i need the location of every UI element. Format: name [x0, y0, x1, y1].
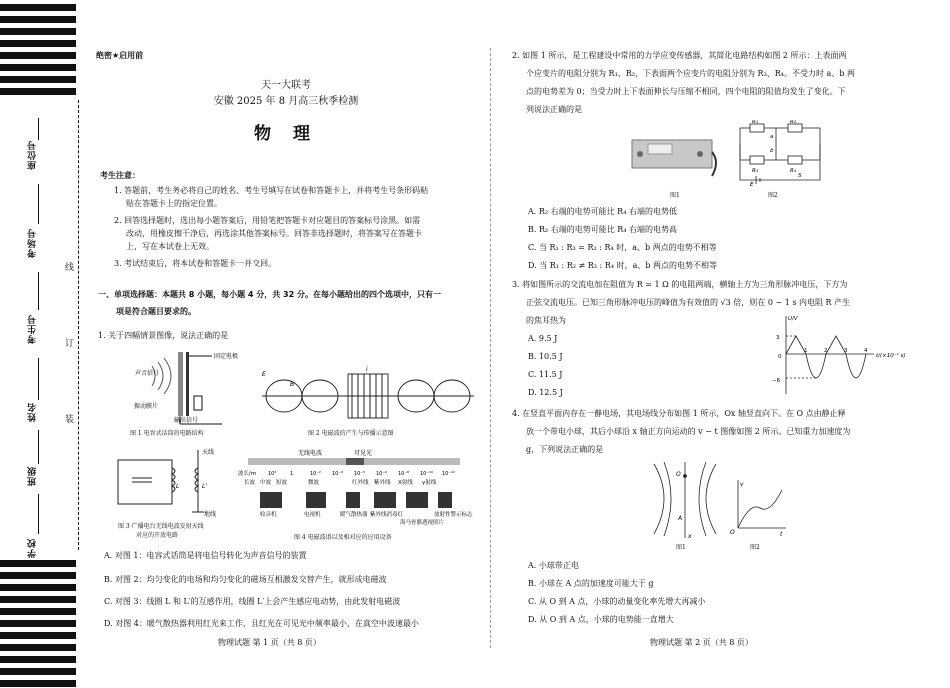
q3-x-tick: 3 [844, 348, 848, 354]
vt-graph [730, 476, 790, 536]
fig4-device: 电视机 [304, 512, 321, 518]
fig4-device: 紫外线消毒灯 [370, 512, 404, 518]
r1-label: R₁ [752, 120, 759, 125]
q2-stem-line: 2. 如图 1 所示，是工程建设中常用的力学应变传感器，其简化电路结构如图 2 所示：上表面两 [512, 51, 847, 60]
binding-mark-zhuang: 装 [63, 414, 73, 423]
fig4-tick: 1 [290, 471, 294, 477]
q1-option-d: D. 对图 4：暖气散热器利用红光来工作，且红光在可见光中频率最小，在真空中波速最小 [104, 619, 419, 628]
footer-right: 物理试题 第 2 页（共 8 页） [650, 638, 753, 647]
fig4-tick: 10⁻³ [332, 471, 344, 477]
q3-stem-line: 正弦交流电压。已知三角形脉冲电压的峰值为有效值的 √3 倍，则在 0 ~ 1 s 内电阻 R 产生 [526, 298, 851, 307]
q3-stem-line: 3. 将如图所示的交流电加在阻值为 R = 1 Ω 的电阻两端，横轴上方为三角形脉冲电压，下方为 [512, 280, 848, 289]
q2-fig2-caption: 图2 [768, 192, 778, 199]
notice-item: 上，写在本试卷上无效。 [126, 242, 214, 251]
q4-option-a: A. 小球带正电 [528, 561, 579, 570]
q4-v-label: v [740, 481, 744, 488]
secret-mark: 绝密★启用前 [96, 51, 144, 60]
fig1-caption: 图 1 电容式话筒的电路结构 [130, 430, 204, 437]
fig4-tick: 10⁻¹⁰ [420, 471, 434, 477]
q3-option-d: D. 12.5 J [528, 388, 563, 397]
r3-label: R₃ [752, 168, 759, 174]
fig4-visible-label: 可见光 [354, 450, 373, 457]
fig4-band: X射线 [398, 480, 413, 486]
fig4-band: 短波 [276, 480, 288, 486]
fig1-output-label: 输出信号 [174, 417, 199, 424]
q2-option-a: A. R₂ 右端的电势可能比 R₄ 右端的电势低 [528, 207, 677, 216]
fig4-band: γ射线 [422, 480, 437, 486]
q3-xlabel: t/(×10⁻¹ s) [876, 353, 906, 359]
fig1-plate-label: 固定电极 [214, 353, 239, 360]
fig3-caption-cont: 对应的开放电路 [136, 532, 179, 539]
fig4-tick: 10⁻⁶ [376, 471, 388, 477]
q4-x-label: x [688, 533, 692, 540]
q2-stem-line: 点的电势差为 0；当受力时上下表面伸长与压缩不相同，四个电阻的阻值均发生了变化。下 [526, 87, 846, 96]
q3-stem-line: 的焦耳热为 [526, 316, 566, 325]
q3-option-a: A. 9.5 J [528, 334, 558, 343]
fig3-l-label: L [176, 483, 180, 490]
q2-option-c: C. 当 R₁ : R₃ = R₂ : R₄ 时，a、b 两点的电势不相等 [528, 243, 717, 252]
sensor-photo [626, 122, 724, 188]
e-label: E [750, 182, 754, 188]
fig4-tick: 10⁻² [310, 471, 322, 477]
fig2-b-label: B [290, 381, 295, 388]
fig4-device: 收音机 [260, 512, 277, 518]
notice-item: 2. 回答选择题时，选出每小题答案后，用铅笔把答题卡对应题目的答案标号涂黑。如需 [114, 216, 421, 225]
q3-option-c: C. 11.5 J [528, 370, 563, 379]
fig4-radio-label: 无线电波 [298, 450, 323, 457]
q1-option-a: A. 对图 1：电容式话筒是将电信号转化为声音信号的装置 [104, 551, 307, 560]
fig4-band: 红外线 [352, 480, 369, 486]
section-title-cont: 项是符合题目要求的。 [116, 307, 196, 316]
b-label: b [770, 148, 774, 154]
q3-option-b: B. 10.5 J [528, 352, 563, 361]
q3-x-tick: 4 [864, 348, 868, 354]
binding-mark-ding: 订 [63, 338, 73, 347]
bridge-circuit [736, 120, 826, 188]
notice-item: 1. 答题前，考生务必将自己的姓名、考生号填写在试卷和答题卡上，并将考生号条形码粘 [114, 186, 429, 195]
footer-left: 物理试题 第 1 页（共 8 页） [218, 638, 321, 647]
q4-option-c: C. 从 O 到 A 点，小球的动量变化率先增大再减小 [528, 597, 706, 606]
q2-stem-line: 列说法正确的是 [526, 105, 582, 114]
fig4-band: 紫外线 [374, 480, 391, 486]
fig4-device: 暖气散热器 [340, 512, 368, 518]
column-divider [490, 48, 492, 648]
q4-option-d: D. 从 O 到 A 点，小球的电势能一直增大 [528, 615, 674, 624]
q4-t-label: t [780, 531, 783, 536]
radio-circuit-figure [112, 446, 232, 518]
q1-option-c: C. 对图 3：线圈 L 和 L′的互感作用，线圈 L′上会产生感应电动势，由此发射电磁波 [104, 597, 401, 606]
seat-label: 座位号 [28, 140, 38, 170]
q4-o-label: O [676, 471, 681, 478]
fig3-caption: 图 3 广播电台无线电波发射天线 [118, 523, 204, 530]
notice-item: 贴在答题卡上的指定位置。 [126, 199, 222, 208]
fig2-i-label: i [366, 366, 368, 373]
q2-fig1-caption: 图1 [670, 192, 680, 199]
q3-origin: 0 [778, 354, 782, 360]
org-name: 天一大联考 [261, 80, 311, 91]
q4-stem-line: 4. 在竖直平面内存在一静电场，其电场线分布如图 1 所示，Ox 轴竖直向下。在 O 点由静止释 [512, 409, 846, 418]
fig4-tick: 10⁻¹² [442, 471, 456, 477]
q1-option-b: B. 对图 2：均匀变化的电场和均匀变化的磁场互相激发交替产生，就形成电磁波 [104, 575, 387, 584]
exam-number-label: 考生号 [28, 314, 38, 344]
q4-a-label: A [678, 515, 683, 522]
r4-label: R₄ [790, 168, 797, 174]
fig1-sound-label: 声音信号 [135, 370, 160, 377]
fig4-device: 放射性警示标志 [434, 512, 473, 518]
fig4-band: 微波 [308, 480, 320, 486]
name-label: 姓名 [28, 402, 38, 422]
fig1-film-label: 振动膜片 [134, 403, 159, 410]
microphone-figure [132, 346, 262, 426]
q4-stem-line: 放一个带电小球，其后小球沿 x 轴正方向运动的 v − t 图像如图 2 所示。已知重力加速度为 [526, 427, 851, 436]
field-lines-figure [650, 458, 720, 540]
fig2-e-label: E [262, 371, 266, 378]
fig4-tick: 10⁻⁵ [354, 471, 366, 477]
fig3-ground-label: 地线 [204, 511, 217, 518]
question-1-stem: 1. 关于四幅情景图像，说法正确的是 [98, 331, 229, 340]
em-wave-figure [262, 362, 474, 428]
q2-option-b: B. R₂ 右端的电势可能比 R₄ 右端的电势高 [528, 225, 678, 234]
notice-item: 3. 考试结束后，将本试卷和答题卡一并交回。 [114, 259, 277, 268]
fig3-antenna-label: 天线 [202, 449, 215, 456]
s-label: S [798, 173, 802, 179]
r2-label: R₂ [790, 120, 797, 125]
fig4-wavelength-label: 波长/m [238, 471, 257, 477]
q2-stem-line: 个应变片的电阻分别为 R₁、R₂，下表面两个应变片的电阻分别为 R₃、R₄。不受力时 a、b 两 [526, 69, 855, 78]
exam-title: 安徽 2025 年 8 月高三秋季检测 [213, 96, 359, 107]
class-label: 班级 [28, 466, 38, 486]
q3-x-tick: 1 [804, 348, 808, 354]
q3-y-pos: 3 [776, 335, 780, 341]
q4-fig1-caption: 图1 [676, 544, 686, 551]
binding-mark-xian: 线 [63, 262, 73, 271]
spectrum-figure [238, 446, 474, 530]
fig2-caption: 图 2 电磁波的产生与传播示意图 [308, 430, 394, 437]
fig4-band: 中波 [260, 480, 272, 486]
fig4-tick: 10³ [268, 471, 277, 477]
fig4-tick: 10⁻⁸ [398, 471, 410, 477]
q2-option-d: D. 当 R₁ : R₂ ≠ R₃ : R₄ 时，a、b 两点的电势不相等 [528, 261, 718, 270]
section-title: 一、单项选择题：本题共 8 小题，每小题 4 分，共 32 分。在每小题给出的四个选项中，只有一 [98, 290, 441, 299]
a-label: a [770, 134, 774, 140]
q4-fig2-caption: 图2 [750, 544, 760, 551]
q4-o2-label: O [730, 529, 735, 536]
fig4-device: 海马骨骼透视照片 [400, 520, 445, 526]
page-title: 物 理 [254, 124, 318, 144]
q3-y-neg: −6 [772, 378, 781, 384]
fig4-band: 长波 [244, 480, 256, 486]
q4-option-b: B. 小球在 A 点的加速度可能大于 g [528, 579, 654, 588]
notice-item: 改动，用橡皮擦干净后，再选涂其他答案标号。回答非选择题时，将答案写在答题卡 [126, 229, 422, 238]
fig3-l2-label: L' [202, 483, 207, 490]
q3-ylabel: U/V [788, 316, 798, 322]
school-label: 学校 [28, 538, 38, 558]
q3-x-tick: 2 [824, 348, 828, 354]
q4-stem-line: g，下列说法正确的是 [526, 445, 604, 454]
fig4-caption: 图 4 电磁波谱以及相对应的应用设备 [294, 534, 392, 541]
exam-room-label: 考场号 [28, 228, 38, 258]
notice-title: 考生注意： [100, 171, 140, 180]
voltage-graph [770, 312, 910, 398]
